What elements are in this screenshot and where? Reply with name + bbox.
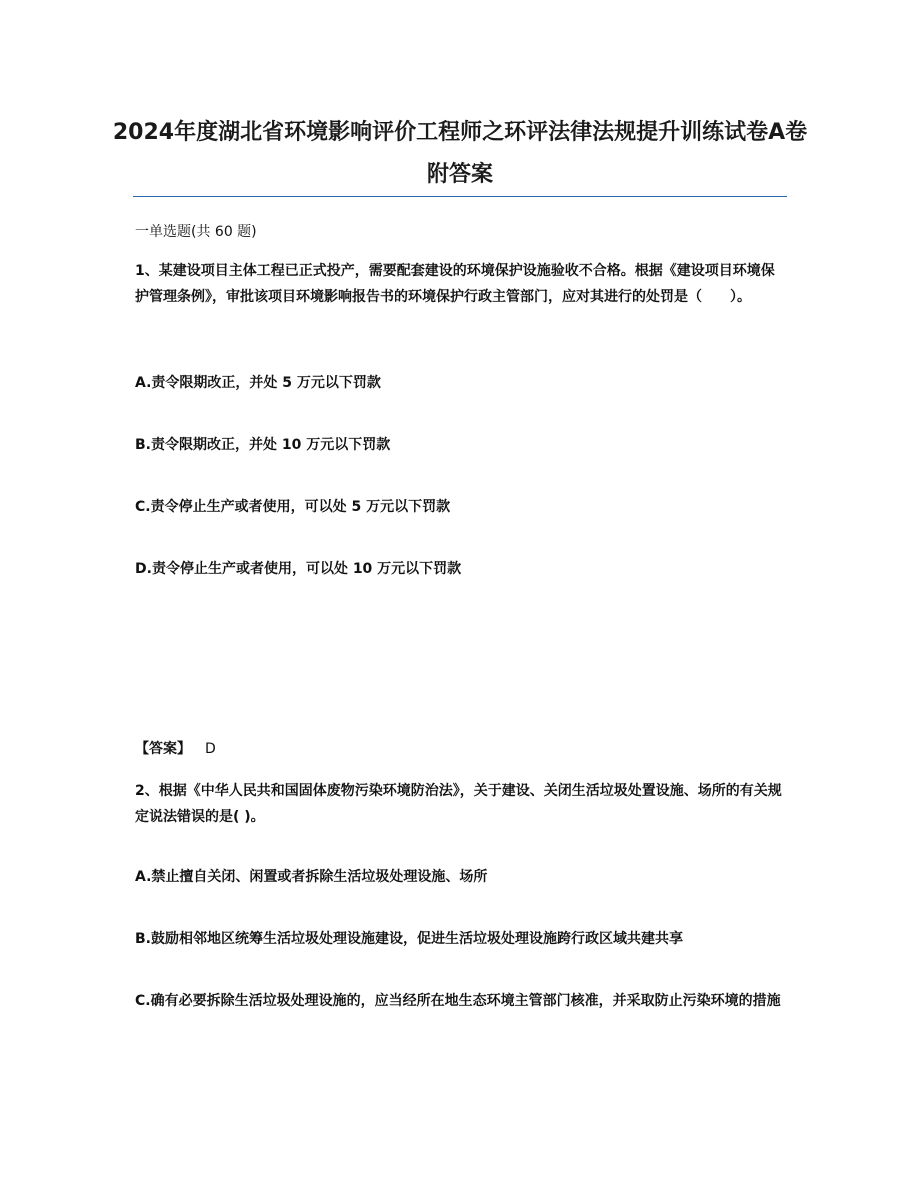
question-1-answer bbox=[135, 736, 787, 762]
question-1-text: 1、某建设项目主体工程已正式投产，需要配套建设的环境保护设施验收不合格。根据《建设项目环境保护管理条例》，审批该项目环境影响报告书的环境保护行政主管部门，应对其进行的处罚是（ ）。 bbox=[135, 263, 775, 305]
question-2-text: 2、根据《中华人民共和国固体废物污染环境防治法》，关于建设、关闭生活垃圾处置设施、场所的有关规定说法错误的是( )。 bbox=[135, 783, 782, 825]
question-1-option-d: D.责令停止生产或者使用，可以处 10 万元以下罚款 bbox=[135, 561, 462, 577]
question-1-option-a: A.责令限期改正，并处 5 万元以下罚款 bbox=[135, 375, 381, 391]
question-2-option-a: A.禁止擅自关闭、闲置或者拆除生活垃圾处理设施、场所 bbox=[135, 869, 488, 885]
section-heading: 一单选题(共 60 题) bbox=[135, 224, 257, 240]
title-divider bbox=[133, 196, 787, 197]
document-title: 2024年度湖北省环境影响评价工程师之环评法律法规提升训练试卷A卷附答案 bbox=[112, 120, 808, 187]
answer-value: D bbox=[205, 741, 216, 757]
answer-label: 【答案】 bbox=[135, 741, 191, 757]
question-1-option-c: C.责令停止生产或者使用，可以处 5 万元以下罚款 bbox=[135, 499, 451, 515]
question-2-option-b: B.鼓励相邻地区统筹生活垃圾处理设施建设，促进生活垃圾处理设施跨行政区域共建共享 bbox=[135, 931, 683, 947]
question-1-option-b: B.责令限期改正，并处 10 万元以下罚款 bbox=[135, 437, 391, 453]
question-2-option-c: C.确有必要拆除生活垃圾处理设施的，应当经所在地生态环境主管部门核准，并采取防止污染环境的措施 bbox=[135, 993, 781, 1009]
